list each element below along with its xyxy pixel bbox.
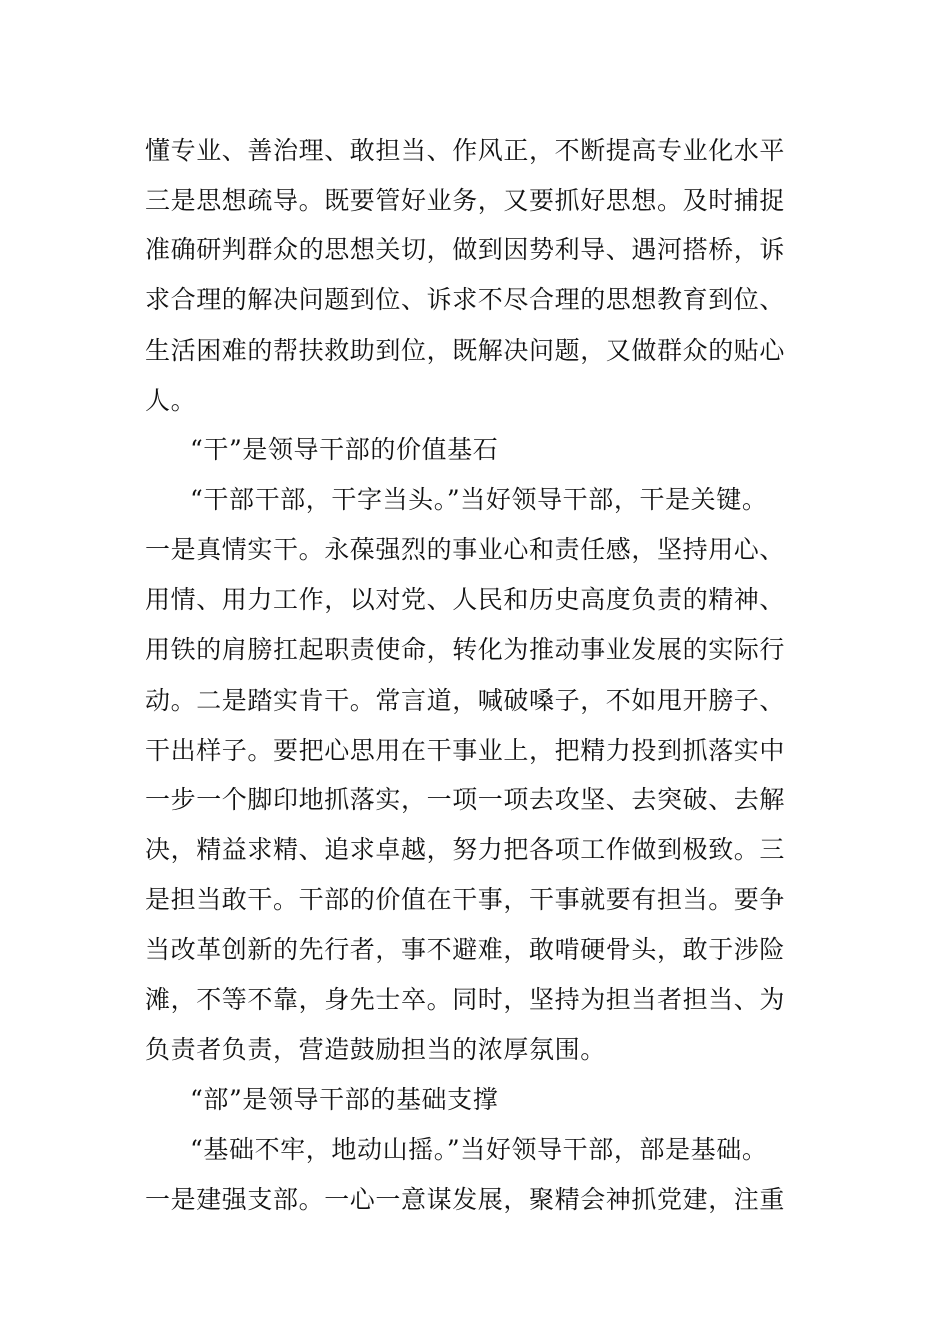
text-line: 人。	[145, 386, 197, 415]
text-line: 生活困难的帮扶救助到位，既解决问题，又做群众的贴心	[145, 336, 786, 365]
text-line: 懂专业、善治理、敢担当、作风正，不断提高专业化水平	[145, 136, 786, 165]
text-line: 滩，不等不靠，身先士卒。同时，坚持为担当者担当、为	[145, 985, 786, 1014]
text-line: 用情、用力工作，以对党、人民和历史高度负责的精神、	[145, 585, 786, 614]
text-line: 负责者负责，营造鼓励担当的浓厚氛围。	[145, 1035, 606, 1064]
section-heading: “部”是领导干部的基础支撑	[190, 1085, 499, 1114]
text-line: 用铁的肩膀扛起职责使命，转化为推动事业发展的实际行	[145, 635, 786, 664]
text-line: 求合理的解决问题到位、诉求不尽合理的思想教育到位、	[145, 285, 786, 314]
text-line: 准确研判群众的思想关切，做到因势利导、遇河搭桥，诉	[145, 235, 786, 264]
text-line: 三是思想疏导。既要管好业务，又要抓好思想。及时捕捉	[145, 186, 786, 215]
text-line: 一步一个脚印地抓落实，一项一项去攻坚、去突破、去解	[145, 785, 786, 814]
text-line: “干部干部，干字当头。”当好领导干部，干是关键。	[190, 485, 768, 514]
text-line: 一是建强支部。一心一意谋发展，聚精会神抓党建，注重	[145, 1185, 786, 1214]
text-line: 一是真情实干。永葆强烈的事业心和责任感，坚持用心、	[145, 535, 786, 564]
text-line: “基础不牢，地动山摇。”当好领导干部，部是基础。	[190, 1135, 768, 1164]
text-line: 干出样子。要把心思用在干事业上，把精力投到抓落实中	[145, 736, 786, 765]
text-line: 动。二是踏实肯干。常言道，喊破嗓子，不如甩开膀子、	[145, 686, 786, 715]
text-line: 决，精益求精、追求卓越，努力把各项工作做到极致。三	[145, 835, 786, 864]
section-heading: “干”是领导干部的价值基石	[190, 435, 499, 464]
text-line: 当改革创新的先行者，事不避难，敢啃硬骨头，敢于涉险	[145, 935, 786, 964]
text-line: 是担当敢干。干部的价值在干事，干事就要有担当。要争	[145, 885, 786, 914]
